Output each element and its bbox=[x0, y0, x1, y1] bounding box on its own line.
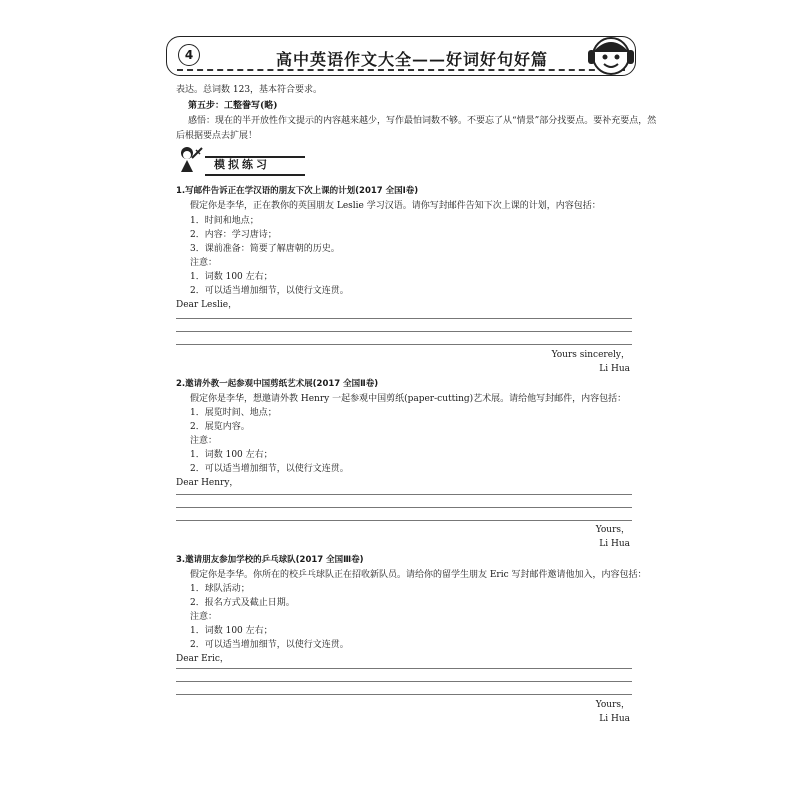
exercise-2-item: 2．展览内容。 bbox=[190, 422, 250, 432]
step-five: 第五步：工整誊写(略) bbox=[188, 101, 278, 111]
tip-line-1: 感悟：现在的半开放性作文提示的内容越来越少，写作最怕词数不够。不要忘了从“情景”部分找要点。要补充要点，然 bbox=[188, 116, 657, 126]
exercise-3-signature: Li Hua bbox=[599, 714, 630, 724]
exercise-2-note: 1．词数 100 左右； bbox=[190, 450, 273, 460]
exercise-2-signature: Li Hua bbox=[599, 539, 630, 549]
tip-line-2: 后根据要点去扩展！ bbox=[176, 131, 258, 141]
page-title: 高中英语作文大全——好词好句好篇 bbox=[276, 50, 549, 69]
exercise-1-closing: Yours sincerely， bbox=[551, 350, 630, 360]
exercise-1-prompt: 假定你是李华，正在教你的英国朋友 Leslie 学习汉语。请你写封邮件告知下次上课的计划，内容包括： bbox=[190, 201, 601, 211]
exercise-2-note: 2．可以适当增加细节，以使行文连贯。 bbox=[190, 464, 349, 474]
exercise-3-closing: Yours， bbox=[595, 700, 630, 710]
exercise-1-heading: 1.写邮件告诉正在学汉语的朋友下次上课的计划(2017 全国Ⅰ卷) bbox=[176, 186, 419, 196]
exercise-3-note-label: 注意： bbox=[190, 612, 218, 622]
writing-line[interactable] bbox=[176, 694, 632, 695]
exercise-2-closing: Yours， bbox=[595, 525, 630, 535]
writing-line[interactable] bbox=[176, 520, 632, 521]
exercise-2-item: 1．展览时间、地点； bbox=[190, 408, 277, 418]
exercise-1-note-label: 注意： bbox=[190, 258, 218, 268]
intro-line: 表达。总词数 123，基本符合要求。 bbox=[176, 85, 323, 95]
writing-line[interactable] bbox=[176, 494, 632, 495]
exercise-3-item: 2．报名方式及截止日期。 bbox=[190, 598, 295, 608]
writing-line[interactable] bbox=[176, 668, 632, 669]
exercise-3-note: 1．词数 100 左右； bbox=[190, 626, 273, 636]
writing-line[interactable] bbox=[176, 507, 632, 508]
exercise-2-note-label: 注意： bbox=[190, 436, 218, 446]
section-title: 模拟练习 bbox=[214, 158, 270, 171]
exercise-2-salutation: Dear Henry， bbox=[176, 478, 239, 488]
smiley-mascot-icon bbox=[585, 30, 637, 82]
exercise-1-signature: Li Hua bbox=[599, 364, 630, 374]
writing-line[interactable] bbox=[176, 318, 632, 319]
exercise-2-prompt: 假定你是李华，想邀请外教 Henry 一起参观中国剪纸(paper-cutting)艺术展。请给他写封邮件，内容包括： bbox=[190, 394, 627, 404]
exercise-3-prompt: 假定你是李华。你所在的校乒乓球队正在招收新队员。请给你的留学生朋友 Eric 写封邮件邀请他加入，内容包括： bbox=[190, 570, 647, 580]
exercise-1-salutation: Dear Leslie， bbox=[176, 300, 238, 310]
writing-line[interactable] bbox=[176, 331, 632, 332]
exercise-3-note: 2．可以适当增加细节，以使行文连贯。 bbox=[190, 640, 349, 650]
exercise-1-note: 2．可以适当增加细节，以使行文连贯。 bbox=[190, 286, 349, 296]
exercise-2-heading: 2.邀请外教一起参观中国剪纸艺术展(2017 全国Ⅱ卷) bbox=[176, 379, 379, 389]
exercise-1-item: 1．时间和地点； bbox=[190, 216, 259, 226]
exercise-1-item: 2．内容：学习唐诗； bbox=[190, 230, 277, 240]
exercise-1-item: 3．课前准备：简要了解唐朝的历史。 bbox=[190, 244, 340, 254]
page-number: 4 bbox=[178, 44, 200, 66]
exercise-1-note: 1．词数 100 左右； bbox=[190, 272, 273, 282]
writing-line[interactable] bbox=[176, 681, 632, 682]
writing-line[interactable] bbox=[176, 344, 632, 345]
exercise-3-item: 1．球队活动； bbox=[190, 584, 250, 594]
writing-girl-icon bbox=[176, 144, 204, 174]
exercise-3-salutation: Dear Eric， bbox=[176, 654, 229, 664]
exercise-3-heading: 3.邀请朋友参加学校的乒乓球队(2017 全国Ⅲ卷) bbox=[176, 555, 364, 565]
